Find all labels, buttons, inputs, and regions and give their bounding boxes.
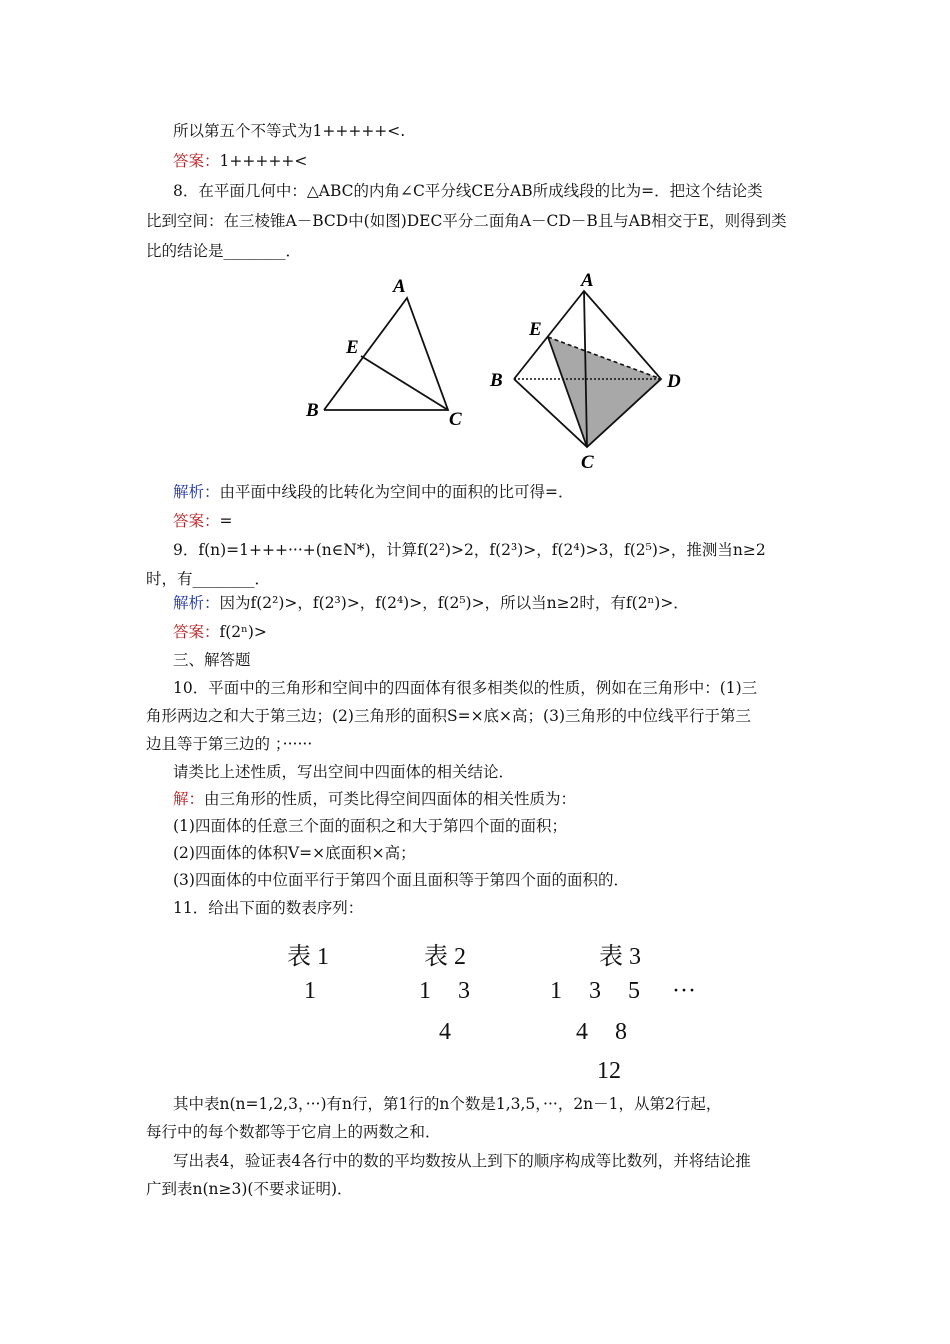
q8-line-3: 比的结论是________． (146, 242, 302, 260)
label-a: A (393, 276, 406, 297)
t1-cell: 1 (304, 978, 316, 1004)
t3-cell: 3 (589, 978, 601, 1004)
solution-label: 解： (173, 790, 205, 808)
answer-label: 答案： (173, 623, 220, 641)
q10-solution (173, 789, 576, 809)
t2-cell: 4 (439, 1019, 451, 1045)
tetrahedron-figure (485, 262, 700, 477)
q10-line-2: 角形两边之和大于第三边；(2)三角形的面积S=×底×高；(3)三角形的中位线平行于第三 (146, 707, 751, 725)
label-b: B (306, 400, 319, 421)
q10-point-2: (2)四面体的体积V=×底面积×高； (173, 844, 416, 862)
t3-cell: 4 (576, 1019, 588, 1045)
label-c: C (581, 452, 594, 473)
table-3-title: 表 3 (599, 944, 641, 970)
answer-text: = (219, 512, 233, 530)
q10-point-1: (1)四面体的任意三个面的面积之和大于第四个面的面积； (173, 817, 567, 835)
q10-point-3: (3)四面体的中位面平行于第四个面且面积等于第四个面的面积的． (173, 871, 629, 889)
label-d: D (667, 371, 681, 392)
label-c: C (449, 409, 462, 430)
t3-cell: 12 (597, 1058, 621, 1084)
q10-line-1: 10．平面中的三角形和空间中的四面体有很多相类似的性质，例如在三角形中：(1)三 (173, 679, 758, 697)
triangle-figure (300, 270, 470, 435)
analysis-text: 因为f(2²)>，f(2³)>，f(2⁴)>，f(2⁵)>，所以当n≥2时，有f(2ⁿ)>． (219, 594, 689, 612)
t3-cell: 5 (628, 978, 640, 1004)
label-b: B (490, 370, 503, 391)
answer-text: f(2ⁿ)> (219, 623, 267, 641)
t3-ellipsis: ··· (672, 978, 696, 1004)
t2-cell: 3 (458, 978, 470, 1004)
label-e: E (529, 319, 542, 340)
analysis-text: 由平面中线段的比转化为空间中的面积的比可得=． (219, 483, 574, 501)
analysis-label: 解析： (173, 594, 220, 612)
q8-line-2: 比到空间：在三棱锥A－BCD中(如图)DEC平分二面角A－CD－B且与AB相交于E，则得到类 (146, 212, 787, 230)
answer-label: 答案： (173, 512, 220, 530)
answer-text: 1+++++< (219, 152, 308, 170)
q11-line-3: 每行中的每个数都等于它肩上的两数之和． (146, 1123, 441, 1141)
q8-line-1: 8．在平面几何中：△ABC的内角∠C平分线CE分AB所成线段的比为=．把这个结论类 (173, 182, 763, 200)
q11-line-2: 其中表n(n=1,2,3，···)有n行，第1行的n个数是1,3,5，···，2n－1，从第2行起， (173, 1095, 722, 1113)
table-1-title: 表 1 (287, 944, 329, 970)
analysis-label: 解析： (173, 483, 220, 501)
solution-text: 由三角形的性质，可类比得空间四面体的相关性质为： (204, 790, 577, 808)
answer-label: 答案： (173, 152, 220, 170)
q11-line-1: 11．给出下面的数表序列： (173, 899, 364, 917)
t3-cell: 1 (550, 978, 562, 1004)
q9-analysis (173, 593, 689, 613)
q8-analysis (173, 482, 574, 502)
line-fifth-inequality: 所以第五个不等式为1+++++<. (173, 122, 406, 140)
t2-cell: 1 (419, 978, 431, 1004)
t3-cell: 8 (615, 1019, 627, 1045)
label-a: A (581, 270, 594, 291)
q10-line-3: 边且等于第三边的 ；······ (146, 735, 313, 753)
triangle-abc (324, 298, 448, 410)
q11-line-4: 写出表4，验证表4各行中的数的平均数按从上到下的顺序构成等比数列，并将结论推 (173, 1152, 751, 1170)
q11-line-5: 广到表n(n≥3)(不要求证明)． (146, 1180, 353, 1198)
q9-answer (173, 622, 267, 642)
q8-answer (173, 511, 233, 531)
answer-line-7 (173, 151, 307, 171)
label-e: E (346, 337, 359, 358)
q10-line-4: 请类比上述性质，写出空间中四面体的相关结论． (173, 763, 515, 781)
q9-line-1: 9．f(n)=1+++···+(n∈N*)，计算f(2²)>2，f(2³)>，f(2⁴)>3，f(2⁵)>，推测当n≥2 (173, 541, 766, 559)
section-heading: 三、解答题 (173, 651, 251, 669)
bisector-ce (361, 356, 448, 410)
table-2-title: 表 2 (424, 944, 466, 970)
q9-line-2: 时，有________． (146, 570, 271, 588)
